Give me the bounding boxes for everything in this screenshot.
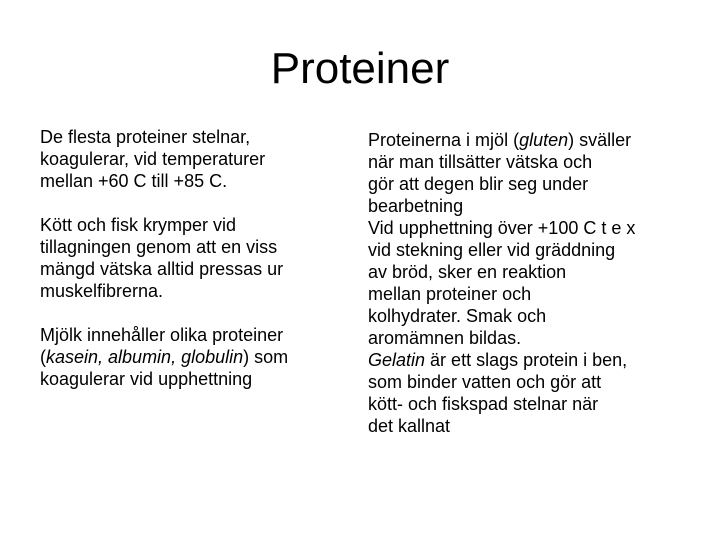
text-line: mängd vätska alltid pressas ur: [40, 259, 284, 279]
text-line: bearbetning: [368, 196, 464, 216]
text-line: mellan +60 C till +85 C.: [40, 171, 228, 191]
text-line: mellan proteiner och: [368, 284, 532, 304]
text-line: som binder vatten och gör att: [368, 372, 602, 392]
text-line-mixed: [368, 129, 708, 151]
text-line-mixed: [40, 346, 360, 368]
text-line: vid stekning eller vid gräddning: [368, 240, 616, 260]
text-line: tillagningen genom att en viss: [40, 237, 278, 257]
text-line: när man tillsätter vätska och: [368, 152, 593, 172]
left-text-column: [40, 126, 360, 390]
paragraph-gluten: [368, 129, 708, 217]
text-line: det kallnat: [368, 416, 451, 436]
paragraph-milk-proteins: [40, 324, 360, 390]
text-line: aromämnen bildas.: [368, 328, 522, 348]
text-line-mixed: [368, 349, 708, 371]
text-fragment: ) som: [243, 347, 289, 367]
text-fragment: (: [40, 347, 46, 367]
right-text-column: [368, 129, 708, 437]
text-line: koagulerar vid upphettning: [40, 369, 253, 389]
paragraph-meat-fish-shrink: [40, 214, 360, 302]
text-line: kolhydrater. Smak och: [368, 306, 547, 326]
text-line: Vid upphettning över +100 C t e x: [368, 218, 636, 238]
slide-title: Proteiner: [270, 44, 450, 93]
text-line: Kött och fisk krymper vid: [40, 215, 237, 235]
text-line: gör att degen blir seg under: [368, 174, 589, 194]
text-line: kött- och fiskspad stelnar när: [368, 394, 599, 414]
italic-gelatin: Gelatin: [368, 350, 426, 370]
text-fragment: Proteinerna i mjöl (: [368, 130, 520, 150]
text-line: koagulerar, vid temperaturer: [40, 149, 266, 169]
text-line: av bröd, sker en reaktion: [368, 262, 567, 282]
paragraph-protein-coagulation: [40, 126, 360, 192]
paragraph-heating-reaction: [368, 217, 708, 349]
text-line: muskelfibrerna.: [40, 281, 164, 301]
italic-gluten: gluten: [519, 130, 569, 150]
text-line: Mjölk innehåller olika proteiner: [40, 325, 284, 345]
paragraph-gelatin: [368, 349, 708, 437]
italic-protein-names: kasein, albumin, globulin: [46, 347, 244, 367]
text-fragment: är ett slags protein i ben,: [425, 350, 628, 370]
text-fragment: ) sväller: [568, 130, 632, 150]
text-line: De flesta proteiner stelnar,: [40, 127, 251, 147]
